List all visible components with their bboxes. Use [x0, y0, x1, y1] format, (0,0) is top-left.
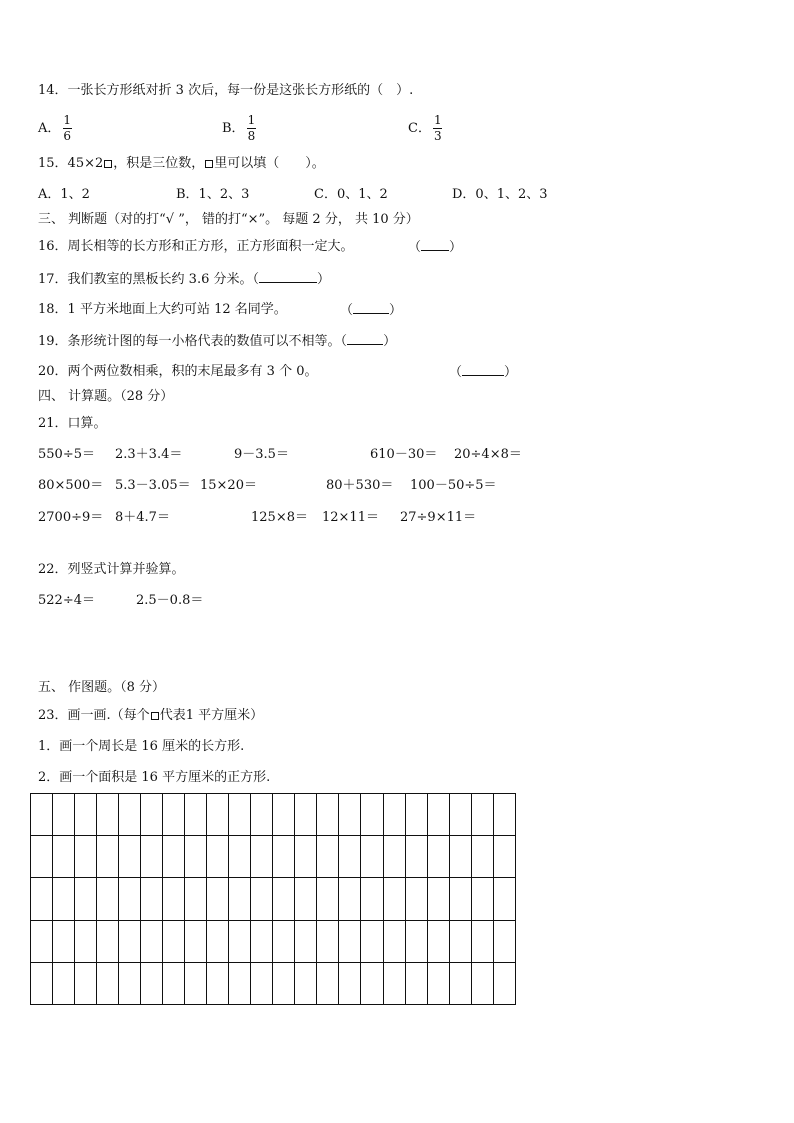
- grid-cell[interactable]: [449, 962, 471, 1004]
- q14-option-c[interactable]: C． $\frac{1}{3}$: [408, 113, 442, 143]
- grid-cell[interactable]: [361, 878, 383, 920]
- grid-cell[interactable]: [229, 920, 251, 962]
- grid-cell[interactable]: [185, 920, 207, 962]
- grid-cell[interactable]: [405, 920, 427, 962]
- grid-cell[interactable]: [471, 920, 493, 962]
- grid-cell[interactable]: [207, 878, 229, 920]
- question-20: 20．两个两位数相乘，积的末尾最多有 3 个 0。: [38, 364, 318, 379]
- grid-cell[interactable]: [317, 962, 339, 1004]
- grid-cell[interactable]: [493, 794, 515, 836]
- grid-cell[interactable]: [251, 962, 273, 1004]
- grid-cell[interactable]: [339, 962, 361, 1004]
- drawing-grid[interactable]: [30, 793, 516, 1005]
- grid-cell[interactable]: [295, 794, 317, 836]
- grid-cell[interactable]: [405, 794, 427, 836]
- grid-cell[interactable]: [31, 962, 53, 1004]
- grid-cell[interactable]: [317, 794, 339, 836]
- question-23-title: 23．画一画.（每个 代表1 平方厘米）: [38, 708, 264, 723]
- grid-cell[interactable]: [141, 920, 163, 962]
- grid-cell[interactable]: [361, 836, 383, 878]
- grid-cell[interactable]: [251, 836, 273, 878]
- grid-cell[interactable]: [339, 878, 361, 920]
- grid-cell[interactable]: [427, 836, 449, 878]
- grid-cell[interactable]: [449, 878, 471, 920]
- box-icon: [205, 160, 213, 168]
- grid-cell[interactable]: [405, 962, 427, 1004]
- section-4-title: 四、 计算题。（28 分）: [38, 389, 174, 404]
- grid-cell[interactable]: [471, 878, 493, 920]
- calc-item: 27÷9×11＝: [400, 510, 477, 525]
- grid-cell[interactable]: [361, 920, 383, 962]
- grid-cell[interactable]: [251, 920, 273, 962]
- calc-item: 80＋530＝: [326, 478, 394, 493]
- question-19: 19．条形统计图的每一小格代表的数值可以不相等。（ ）: [38, 334, 397, 349]
- grid-cell[interactable]: [97, 794, 119, 836]
- answer-blank-18[interactable]: （ ）: [340, 303, 403, 318]
- grid-cell[interactable]: [361, 962, 383, 1004]
- grid-cell[interactable]: [53, 962, 75, 1004]
- calc-item: 610－30＝: [370, 447, 438, 462]
- section-5-title: 五、 作图题。（8 分）: [38, 680, 166, 695]
- calc-item: 550÷5＝: [38, 447, 95, 462]
- grid-cell[interactable]: [53, 920, 75, 962]
- grid-cell[interactable]: [207, 794, 229, 836]
- grid-cell[interactable]: [449, 794, 471, 836]
- question-18: 18．1 平方米地面上大约可站 12 名同学。: [38, 302, 287, 317]
- grid-cell[interactable]: [449, 836, 471, 878]
- grid-cell[interactable]: [493, 920, 515, 962]
- calc-item: 100－50÷5＝: [410, 478, 497, 493]
- grid-cell[interactable]: [295, 836, 317, 878]
- grid-cell[interactable]: [31, 836, 53, 878]
- grid-cell[interactable]: [163, 920, 185, 962]
- grid-cell[interactable]: [97, 920, 119, 962]
- calc-item: 12×11＝: [322, 510, 379, 525]
- grid-cell[interactable]: [317, 878, 339, 920]
- grid-cell[interactable]: [273, 878, 295, 920]
- fraction: $\frac{1}{8}$: [247, 113, 256, 143]
- grid-cell[interactable]: [339, 794, 361, 836]
- calc-item: 8＋4.7＝: [115, 510, 170, 525]
- answer-blank-20[interactable]: （ ）: [449, 365, 518, 380]
- grid-cell[interactable]: [273, 962, 295, 1004]
- answer-blank-19[interactable]: （ ）: [340, 334, 397, 349]
- grid-cell[interactable]: [141, 836, 163, 878]
- q14-option-b[interactable]: B． $\frac{1}{8}$: [222, 113, 256, 143]
- q15-option-d[interactable]: D．0、1、2、3: [452, 187, 548, 202]
- grid-cell[interactable]: [339, 920, 361, 962]
- grid-cell[interactable]: [471, 836, 493, 878]
- grid-cell[interactable]: [427, 962, 449, 1004]
- grid-cell[interactable]: [119, 920, 141, 962]
- grid-row: [31, 962, 516, 1004]
- grid-cell[interactable]: [273, 920, 295, 962]
- fraction: $\frac{1}{6}$: [63, 113, 72, 143]
- grid-cell[interactable]: [493, 836, 515, 878]
- question-23-sub-2: 2．画一个面积是 16 平方厘米的正方形.: [38, 770, 271, 785]
- grid-cell[interactable]: [251, 794, 273, 836]
- grid-cell[interactable]: [207, 920, 229, 962]
- grid-cell[interactable]: [229, 878, 251, 920]
- grid-cell[interactable]: [75, 836, 97, 878]
- question-14: [38, 83, 413, 99]
- grid-cell[interactable]: [383, 962, 405, 1004]
- q15-option-c[interactable]: C．0、1、2: [314, 187, 388, 202]
- calc-item: 522÷4＝: [38, 593, 95, 608]
- grid-row: [31, 794, 516, 836]
- grid-cell[interactable]: [31, 878, 53, 920]
- grid-cell[interactable]: [97, 836, 119, 878]
- grid-cell[interactable]: [493, 962, 515, 1004]
- grid-cell[interactable]: [427, 878, 449, 920]
- grid-row: [31, 836, 516, 878]
- grid-cell[interactable]: [185, 836, 207, 878]
- question-16: 16．周长相等的长方形和正方形，正方形面积一定大。: [38, 239, 354, 254]
- grid-cell[interactable]: [273, 794, 295, 836]
- calc-item: 125×8＝: [251, 510, 308, 525]
- grid-cell[interactable]: [317, 920, 339, 962]
- q15-option-b[interactable]: B．1、2、3: [176, 187, 250, 202]
- calc-item: 2700÷9＝: [38, 510, 104, 525]
- grid-cell[interactable]: [97, 962, 119, 1004]
- grid-cell[interactable]: [97, 878, 119, 920]
- grid-cell[interactable]: [251, 878, 273, 920]
- grid-cell[interactable]: [141, 962, 163, 1004]
- grid-cell[interactable]: [405, 836, 427, 878]
- grid-cell[interactable]: [273, 836, 295, 878]
- calc-item: 9－3.5＝: [234, 447, 289, 462]
- grid-cell[interactable]: [427, 794, 449, 836]
- grid-cell[interactable]: [185, 794, 207, 836]
- question-14-text: 14．一张长方形纸对折 3 次后，每一份是这张长方形纸的（ ）.: [38, 83, 414, 98]
- grid-cell[interactable]: [427, 920, 449, 962]
- question-21-title: 21．口算。: [38, 416, 107, 431]
- question-23-sub-1: 1．画一个周长是 16 厘米的长方形.: [38, 739, 245, 754]
- grid-cell[interactable]: [207, 836, 229, 878]
- calc-item: 20÷4×8＝: [454, 447, 522, 462]
- grid-cell[interactable]: [449, 920, 471, 962]
- grid-cell[interactable]: [53, 878, 75, 920]
- q15-option-a[interactable]: A．1、2: [38, 187, 90, 202]
- grid-cell[interactable]: [295, 920, 317, 962]
- grid-cell[interactable]: [317, 836, 339, 878]
- calc-item: 5.3－3.05＝: [115, 478, 191, 493]
- question-17: 17．我们教室的黑板长约 3.6 分米。（ ）: [38, 272, 331, 287]
- grid-cell[interactable]: [119, 794, 141, 836]
- answer-blank-17[interactable]: （ ）: [252, 272, 331, 287]
- grid-row: [31, 878, 516, 920]
- fraction: $\frac{1}{3}$: [433, 113, 442, 143]
- grid-cell[interactable]: [119, 878, 141, 920]
- calc-item: 2.5－0.8＝: [136, 593, 204, 608]
- grid-cell[interactable]: [53, 794, 75, 836]
- grid-cell[interactable]: [405, 878, 427, 920]
- box-icon: [104, 160, 112, 168]
- grid-cell[interactable]: [383, 836, 405, 878]
- grid-cell[interactable]: [383, 920, 405, 962]
- calc-item: 15×20＝: [200, 478, 257, 493]
- grid-cell[interactable]: [75, 962, 97, 1004]
- grid-cell[interactable]: [119, 836, 141, 878]
- grid-cell[interactable]: [339, 836, 361, 878]
- grid-cell[interactable]: [229, 836, 251, 878]
- grid-cell[interactable]: [163, 962, 185, 1004]
- grid-cell[interactable]: [141, 878, 163, 920]
- q14-option-a[interactable]: A． $\frac{1}{6}$: [38, 113, 72, 143]
- grid-cell[interactable]: [31, 794, 53, 836]
- grid-cell[interactable]: [163, 878, 185, 920]
- grid-cell[interactable]: [383, 878, 405, 920]
- grid-cell[interactable]: [295, 878, 317, 920]
- grid-cell[interactable]: [75, 878, 97, 920]
- calc-item: 2.3＋3.4＝: [115, 447, 183, 462]
- grid-cell[interactable]: [53, 836, 75, 878]
- grid-cell[interactable]: [471, 962, 493, 1004]
- grid-cell[interactable]: [207, 962, 229, 1004]
- grid-cell[interactable]: [185, 962, 207, 1004]
- grid-cell[interactable]: [361, 794, 383, 836]
- grid-row: [31, 920, 516, 962]
- grid-cell[interactable]: [141, 794, 163, 836]
- grid-cell[interactable]: [119, 962, 141, 1004]
- grid-cell[interactable]: [31, 920, 53, 962]
- grid-cell[interactable]: [471, 794, 493, 836]
- grid-cell[interactable]: [163, 794, 185, 836]
- grid-cell[interactable]: [383, 794, 405, 836]
- grid-cell[interactable]: [163, 836, 185, 878]
- grid-cell[interactable]: [493, 878, 515, 920]
- answer-blank-16[interactable]: （ ）: [408, 240, 463, 255]
- box-icon: [151, 712, 159, 720]
- section-3-title: 三、 判断题（对的打“√ ”， 错的打“×”。 每题 2 分， 共 10 分）: [38, 212, 419, 227]
- grid-cell[interactable]: [229, 962, 251, 1004]
- grid-cell[interactable]: [185, 878, 207, 920]
- question-22-title: 22．列竖式计算并验算。: [38, 562, 185, 577]
- grid-cell[interactable]: [75, 794, 97, 836]
- grid-cell[interactable]: [295, 962, 317, 1004]
- calc-item: 80×500＝: [38, 478, 104, 493]
- question-15: 15．45×2 ，积是三位数， 里可以填（ ）。: [38, 156, 325, 171]
- grid-cell[interactable]: [229, 794, 251, 836]
- grid-cell[interactable]: [75, 920, 97, 962]
